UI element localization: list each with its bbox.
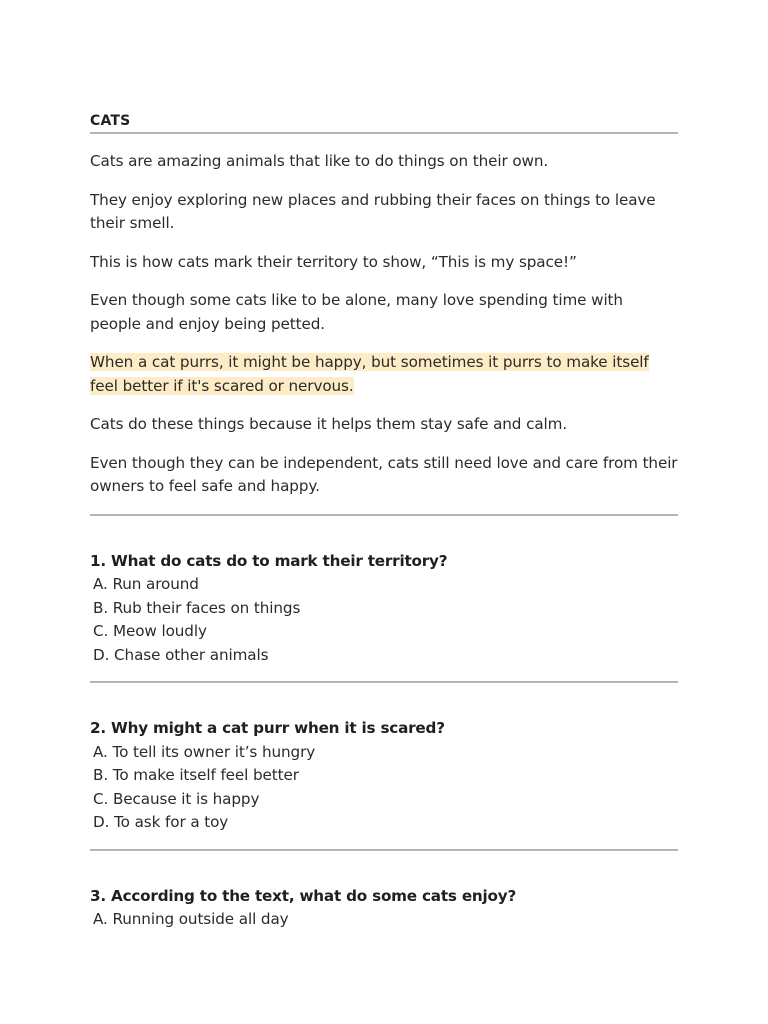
question-text: 2. Why might a cat purr when it is scared? [90,719,445,737]
option-c: C. Because it is happy [93,789,260,808]
paragraph-text: This is how cats mark their territory to show, “This is my space!” [90,252,577,271]
option-d: D. Chase other animals [93,645,269,664]
highlighted-paragraph [90,351,678,398]
passage-paragraph [90,413,678,437]
answer-options [90,741,678,835]
answer-options [90,573,678,667]
option-c: C. Meow loudly [93,622,207,640]
option-d: D. To ask for a toy [93,813,229,831]
reading-passage [90,134,678,499]
option-a: A. Run around [93,575,199,593]
question-text: 1. What do cats do to mark their territory? [90,551,448,570]
question-3 [90,851,678,932]
paragraph-text: Even though some cats like to be alone, many love spending time with people and enjoy being petted. [90,291,623,333]
question-text: 3. According to the text, what do some cats enjoy? [90,886,517,905]
paragraph-text: They enjoy exploring new places and rubbing their faces on things to leave their smell. [90,190,656,232]
passage-paragraph [90,289,678,336]
answer-options [90,908,678,932]
question-1 [90,516,678,668]
paragraph-text: Cats are amazing animals that like to do things on their own. [90,152,549,170]
option-b: B. To make itself feel better [93,766,299,784]
option-b: B. Rub their faces on things [93,598,301,617]
paragraph-text: Even though they can be independent, cats still need love and care from their owners to feel safe and happy. [90,453,678,495]
passage-paragraph [90,189,678,236]
highlighted-text: When a cat purrs, it might be happy, but sometimes it purrs to make itself feel better if it's scared or nervous. [90,353,649,395]
option-a: A. Running outside all day [93,910,289,928]
passage-paragraph [90,452,678,499]
paragraph-text: Cats do these things because it helps them stay safe and calm. [90,415,568,433]
worksheet [90,111,678,932]
page-title: CATS [90,113,131,129]
question-2 [90,683,678,835]
passage-paragraph [90,150,678,174]
passage-paragraph [90,251,678,275]
option-a: A. To tell its owner it’s hungry [93,742,316,761]
